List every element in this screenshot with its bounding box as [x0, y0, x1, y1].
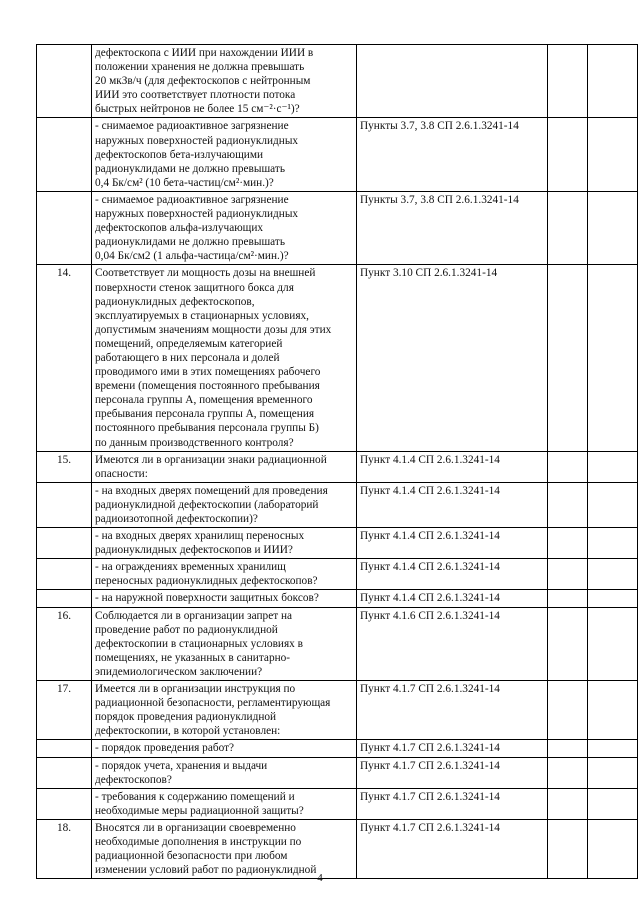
answer-cell [548, 528, 588, 559]
regulation-reference: Пункты 3.7, 3.8 СП 2.6.1.3241-14 [357, 191, 548, 264]
item-number [37, 118, 92, 191]
note-cell [588, 528, 638, 559]
checklist-row [37, 528, 638, 559]
note-cell [588, 757, 638, 788]
question-line: быстрых нейтронов не более 15 см⁻²·с⁻¹)? [95, 103, 300, 116]
question-line: помещениях, не указанных в санитарно- [95, 651, 291, 664]
answer-cell [548, 607, 588, 680]
answer-cell [548, 265, 588, 451]
checklist-table [36, 44, 638, 879]
question-line: - на входных дверях помещений для проведения [95, 484, 328, 497]
answer-cell [548, 757, 588, 788]
item-number: 17. [37, 681, 92, 740]
question-line: радиоизотопной дефектоскопии)? [95, 513, 258, 525]
checklist-row [37, 482, 638, 527]
question-line: - снимаемое радиоактивное загрязнение [95, 193, 289, 206]
note-cell [588, 191, 638, 264]
question-line: Вносятся ли в организации своевременно [95, 821, 296, 834]
question-line: необходимые меры радиационной защиты? [95, 804, 304, 817]
note-cell [588, 45, 638, 118]
note-cell [588, 740, 638, 757]
question-line: наружных поверхностей радионуклидных [95, 208, 299, 221]
checklist-row [37, 757, 638, 788]
answer-cell [548, 482, 588, 527]
note-cell [588, 265, 638, 451]
question-line: радионуклидных дефектоскопов и ИИИ? [95, 544, 293, 557]
regulation-reference: Пункт 4.1.6 СП 2.6.1.3241-14 [357, 607, 548, 680]
answer-cell [548, 559, 588, 590]
checklist-row [37, 819, 638, 878]
question-line: радионуклидами не должно превышать [95, 236, 285, 249]
question-line: переносных радионуклидных дефектоскопов? [95, 575, 318, 588]
question-line: Соблюдается ли в организации запрет на [95, 609, 293, 622]
question-line: положении хранения не должна превышать [95, 61, 305, 74]
item-number [37, 45, 92, 118]
item-number [37, 191, 92, 264]
checklist-row [37, 191, 638, 264]
checklist-row [37, 788, 638, 819]
item-number: 14. [37, 265, 92, 451]
item-number [37, 528, 92, 559]
question-line: проводимого ими в этих помещениях рабочего [95, 366, 321, 379]
note-cell [588, 681, 638, 740]
question-line: по данным производственного контроля? [95, 436, 294, 449]
regulation-reference: Пункты 3.7, 3.8 СП 2.6.1.3241-14 [357, 118, 548, 191]
question-cell [92, 265, 357, 451]
question-line: изменении условий работ по радионуклидной [95, 864, 317, 877]
regulation-reference: Пункт 4.1.4 СП 2.6.1.3241-14 [357, 590, 548, 607]
regulation-reference: Пункт 4.1.4 СП 2.6.1.3241-14 [357, 528, 548, 559]
regulation-reference: Пункт 3.10 СП 2.6.1.3241-14 [357, 265, 548, 451]
question-cell [92, 590, 357, 607]
note-cell [588, 118, 638, 191]
question-line: радионуклидных дефектоскопов, [95, 295, 255, 308]
question-line: радиационной безопасности, регламентирующая [95, 697, 331, 710]
item-number [37, 740, 92, 757]
question-line: помещений, определяемым категорией [95, 337, 283, 350]
checklist-row [37, 740, 638, 757]
question-line: дефектоскопов бета-излучающими [95, 148, 264, 161]
question-line: Имеются ли в организации знаки радиационной [95, 453, 327, 466]
answer-cell [548, 819, 588, 878]
question-line: Имеется ли в организации инструкция по [95, 683, 296, 696]
question-line: - порядок проведения работ? [95, 742, 235, 755]
regulation-reference: Пункт 4.1.7 СП 2.6.1.3241-14 [357, 819, 548, 878]
regulation-reference: Пункт 4.1.4 СП 2.6.1.3241-14 [357, 482, 548, 527]
note-cell [588, 451, 638, 482]
note-cell [588, 482, 638, 527]
note-cell [588, 819, 638, 878]
regulation-reference: Пункт 4.1.7 СП 2.6.1.3241-14 [357, 788, 548, 819]
question-line: эпидемиологическом заключении? [95, 665, 263, 678]
question-line: Соответствует ли мощность дозы на внешней [95, 267, 316, 280]
regulation-reference: Пункт 4.1.7 СП 2.6.1.3241-14 [357, 681, 548, 740]
answer-cell [548, 681, 588, 740]
note-cell [588, 590, 638, 607]
question-line: пребывания персонала группы А, помещения [95, 408, 315, 421]
question-line: постоянного пребывания персонала группы Б) [95, 422, 319, 435]
question-line: персонала группы А, помещения временного [95, 394, 313, 407]
regulation-reference: Пункт 4.1.4 СП 2.6.1.3241-14 [357, 451, 548, 482]
question-line: 20 мкЗв/ч (для дефектоскопов с нейтронным [95, 75, 311, 88]
question-line: - снимаемое радиоактивное загрязнение [95, 120, 289, 133]
checklist-row [37, 45, 638, 118]
note-cell [588, 788, 638, 819]
question-line: поверхности стенок защитного бокса для [95, 281, 294, 294]
question-line: дефектоскопии, в которой установлен: [95, 725, 281, 738]
item-number [37, 482, 92, 527]
item-number: 15. [37, 451, 92, 482]
question-line: радионуклидной дефектоскопии (лабораторий [95, 498, 319, 511]
question-cell [92, 740, 357, 757]
question-line: порядок проведения радионуклидной [95, 711, 277, 724]
checklist-body [37, 45, 638, 879]
item-number [37, 559, 92, 590]
item-number: 16. [37, 607, 92, 680]
question-line: ИИИ это соответствует плотности потока [95, 89, 296, 102]
item-number [37, 788, 92, 819]
question-line: работающего в них персонала и долей [95, 351, 280, 364]
question-line: опасности: [95, 467, 148, 480]
question-line: радиационной безопасности при любом [95, 850, 288, 863]
question-line: проведение работ по радионуклидной [95, 623, 278, 636]
question-line: допустимым значениям мощности дозы для этих [95, 323, 332, 336]
question-line: радионуклидами не должно превышать [95, 162, 285, 175]
regulation-reference [357, 45, 548, 118]
checklist-row [37, 590, 638, 607]
item-number [37, 757, 92, 788]
answer-cell [548, 740, 588, 757]
question-line: дефектоскопов альфа-излучающих [95, 222, 264, 235]
checklist-row [37, 118, 638, 191]
answer-cell [548, 118, 588, 191]
question-cell [92, 681, 357, 740]
question-line: - требования к содержанию помещений и [95, 790, 295, 803]
question-line: - порядок учета, хранения и выдачи [95, 759, 268, 772]
question-cell [92, 45, 357, 118]
question-line: эксплуатируемых в стационарных условиях, [95, 309, 309, 322]
question-line: дефектоскопа с ИИИ при нахождении ИИИ в [95, 47, 314, 59]
question-cell [92, 788, 357, 819]
answer-cell [548, 788, 588, 819]
question-line: наружных поверхностей радионуклидных [95, 134, 299, 147]
answer-cell [548, 451, 588, 482]
page-number: 4 [317, 872, 323, 884]
answer-cell [548, 191, 588, 264]
checklist-row [37, 559, 638, 590]
question-cell [92, 819, 357, 878]
checklist-row [37, 265, 638, 451]
question-cell [92, 559, 357, 590]
question-cell [92, 528, 357, 559]
question-line: 0,4 Бк/см² (10 бета-частиц/см²·мин.)? [95, 176, 274, 189]
question-cell [92, 451, 357, 482]
note-cell [588, 607, 638, 680]
checklist-row [37, 681, 638, 740]
regulation-reference: Пункт 4.1.4 СП 2.6.1.3241-14 [357, 559, 548, 590]
regulation-reference: Пункт 4.1.7 СП 2.6.1.3241-14 [357, 740, 548, 757]
question-line: - на наружной поверхности защитных боксов? [95, 592, 319, 605]
question-line: времени (помещения постоянного пребывания [95, 380, 320, 393]
question-line: дефектоскопов? [95, 773, 172, 786]
question-line: - на ограждениях временных хранилищ [95, 561, 286, 574]
answer-cell [548, 590, 588, 607]
question-cell [92, 757, 357, 788]
checklist-row [37, 607, 638, 680]
item-number: 18. [37, 819, 92, 878]
question-cell [92, 118, 357, 191]
note-cell [588, 559, 638, 590]
question-cell [92, 191, 357, 264]
regulation-reference: Пункт 4.1.7 СП 2.6.1.3241-14 [357, 757, 548, 788]
question-line: необходимые дополнения в инструкции по [95, 835, 302, 848]
checklist-row [37, 451, 638, 482]
question-line: - на входных дверях хранилищ переносных [95, 530, 305, 543]
item-number [37, 590, 92, 607]
question-cell [92, 482, 357, 527]
question-line: дефектоскопии в стационарных условиях в [95, 637, 303, 650]
question-line: 0,04 Бк/см2 (1 альфа-частица/см²·мин.)? [95, 250, 289, 263]
question-cell [92, 607, 357, 680]
answer-cell [548, 45, 588, 118]
